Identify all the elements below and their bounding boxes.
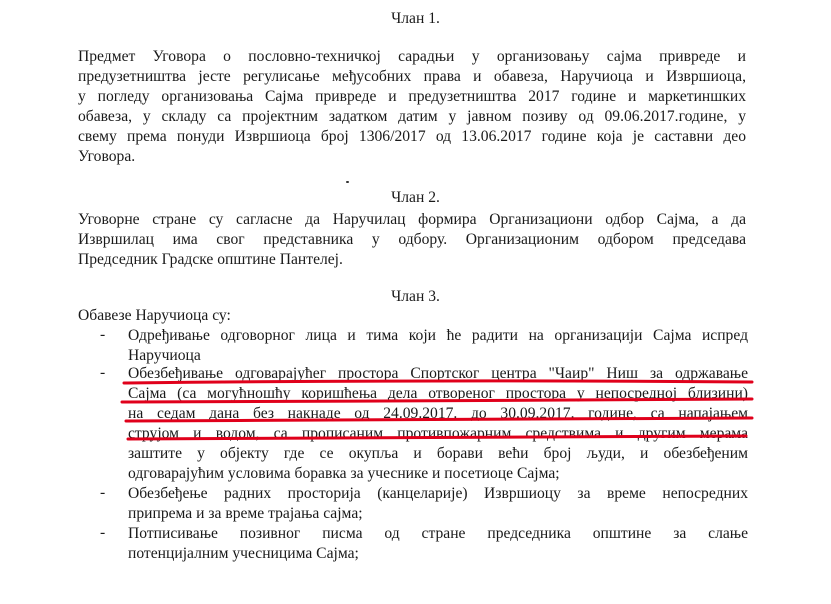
article-2-paragraph xyxy=(78,210,746,270)
list-item-line: припрема и за време трајања сајма; xyxy=(128,505,363,522)
list-bullet: - xyxy=(100,484,106,501)
list-item-line: Обезбеђивање одговарајућег простора Спортског центра "Чаир" Ниш за одржавање xyxy=(128,365,748,382)
list-bullet: - xyxy=(100,364,106,381)
list-item-line: Одређивање одговорног лица и тима који ће радити на организацији Сајма испред xyxy=(128,327,748,344)
article-1-line: предузетништва јесте регулисање међусобних права и обавеза, Наручиоца и Извршиоца, xyxy=(78,68,746,85)
article-1-heading: Члан 1. xyxy=(391,10,440,27)
list-item xyxy=(128,326,748,366)
article-1-line: у погледу организовања Сајма привреде и предузетништва 2017 године и маркетиншких xyxy=(78,88,746,105)
article-1-line: Предмет Уговора о пословно-техничкој сарадњи у организовању сајма привреде и xyxy=(78,48,746,65)
list-item-line: Сајма (са могућношћу коришћења дела отвореног простора у непосредној близини) xyxy=(128,385,748,402)
list-item-line: Обезбеђење радних просторија (канцеларије) Извршиоцу за време непосредних xyxy=(128,485,748,502)
list-bullet: - xyxy=(100,524,106,541)
article-2-line: Уговорне стране су сагласне да Наручилац формира Организациони одбор Сајма, а да xyxy=(78,211,746,228)
article-2-line: Председник Градске општине Пантелеј. xyxy=(78,251,343,268)
list-item-line: Потписивање позивног писма од стране председника општине за слање xyxy=(128,525,748,542)
list-item-line: струјом и водом, са прописаним противпожарним средствима и другим мерама xyxy=(128,425,748,442)
list-item xyxy=(128,484,748,524)
article-3-intro xyxy=(78,306,746,326)
list-item-line: одговарајућим условима боравка за учеснике и посетиоце Сајма; xyxy=(128,465,560,482)
article-3-heading: Члан 3. xyxy=(391,288,440,305)
article-2-line: Извршилац има свог представника у одбору. Организационим одбором председава xyxy=(78,231,746,248)
list-item-line: Наручиоца xyxy=(128,347,201,364)
article-1-paragraph xyxy=(78,47,746,167)
article-2-heading: Члан 2. xyxy=(391,189,440,206)
article-1-line: обавеза, у складу са пројектним задатком датим у јавном позиву од 09.06.2017.године, у xyxy=(78,108,746,125)
list-bullet: - xyxy=(100,326,106,343)
article-1-line: Уговора. xyxy=(78,148,136,165)
list-item xyxy=(128,364,748,484)
list-item-line: заштите у објекту где се окупља и борави већи број људи, и обезбеђеним xyxy=(128,445,748,462)
article-1-line: свему према понуди Извршиоца број 1306/2017 од 13.06.2017 године која је саставни део xyxy=(78,128,746,145)
list-item xyxy=(128,524,748,564)
scan-speck xyxy=(346,181,349,183)
list-item-line: на седам дана без накнаде од 24.09.2017. до 30.09.2017. године, са напајањем xyxy=(128,405,748,422)
list-item-line: потенцијалним учесницима Сајма; xyxy=(128,545,359,562)
article-3-intro-text: Обавезе Наручиоца су: xyxy=(78,307,231,324)
